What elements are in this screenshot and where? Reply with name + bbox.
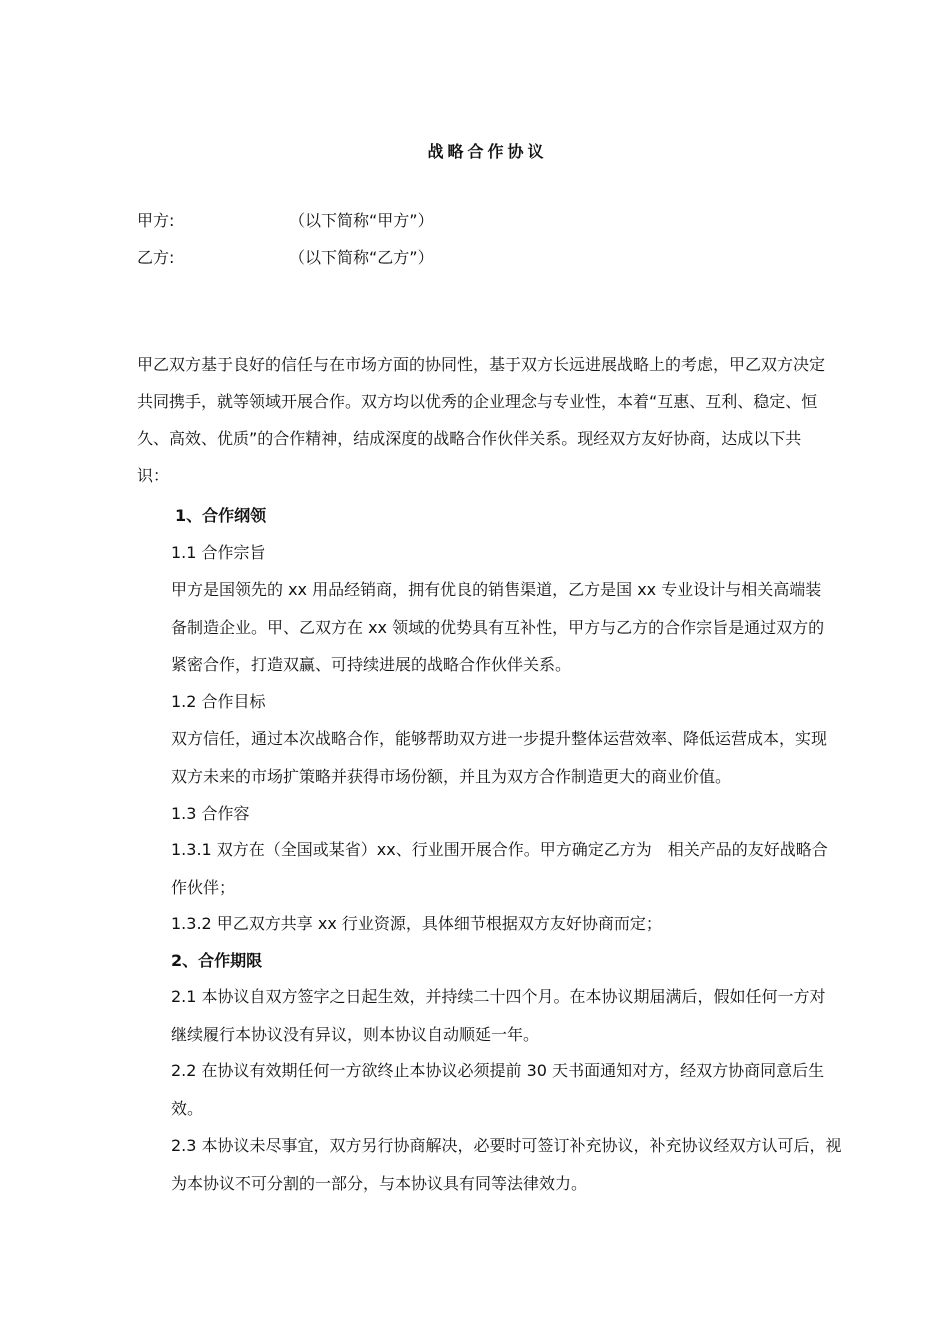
clause-2-3: 2.3 本协议未尽事宜，双方另行协商解决，必要时可签订补充协议，补充协议经双方认可后，视为本协议不可分割的一部分，与本协议具有同等法律效力。 bbox=[171, 1136, 842, 1193]
clause-2-2: 2.2 在协议有效期任何一方欲终止本协议必须提前 30 天书面通知对方，经双方协商同意后生效。 bbox=[171, 1061, 825, 1118]
clause-2-1: 2.1 本协议自双方签字之日起生效，并持续二十四个月。在本协议期届满后，假如任何一方对继续履行本协议没有异议，则本协议自动顺延一年。 bbox=[171, 987, 826, 1044]
subsection-1-2-heading: 1.2 合作目标 bbox=[171, 692, 266, 711]
party-a-label: 甲方: bbox=[137, 211, 175, 230]
subsection-1-3-heading: 1.3 合作容 bbox=[171, 804, 250, 823]
clause-1-3-2: 1.3.2 甲乙双方共享 xx 行业资源，具体细节根据双方友好协商而定； bbox=[171, 914, 662, 933]
clause-1-3-1: 1.3.1 双方在（全国或某省）xx、行业围开展合作。甲方确定乙方为 相关产品的友好战略合作伙伴； bbox=[171, 840, 828, 897]
party-a-line bbox=[137, 209, 434, 233]
subsection-1-1-heading: 1.1 合作宗旨 bbox=[171, 543, 266, 562]
party-b-label: 乙方: bbox=[137, 248, 175, 267]
subsection-1-2-body: 双方信任，通过本次战略合作，能够帮助双方进一步提升整体运营效率、降低运营成本，实现双方未来的市场扩策略并获得市场份额，并且为双方合作制造更大的商业价值。 bbox=[171, 729, 828, 786]
party-a-note: （以下简称“甲方”） bbox=[289, 211, 434, 230]
section-2-heading: 2、合作期限 bbox=[171, 951, 263, 970]
party-b-note: （以下简称“乙方”） bbox=[289, 248, 434, 267]
intro-paragraph: 甲乙双方基于良好的信任与在市场方面的协同性，基于双方长远进展战略上的考虑，甲乙双方决定共同携手，就等领域开展合作。双方均以优秀的企业理念与专业性，本着“互惠、互利、稳定、恒久、高效、优质”的合作精神，结成深度的战略合作伙伴关系。现经双方友好协商，达成以下共识： bbox=[137, 355, 826, 485]
party-b-line bbox=[137, 246, 434, 270]
subsection-1-1-body: 甲方是国领先的 xx 用品经销商，拥有优良的销售渠道，乙方是国 xx 专业设计与相关高端装备制造企业。甲、乙双方在 xx 领域的优势具有互补性，甲方与乙方的合作宗旨是通过双方的紧密合作，打造双赢、可持续进展的战略合作伙伴关系。 bbox=[171, 580, 825, 674]
section-1-heading: 1、合作纲领 bbox=[175, 506, 267, 525]
document-title: 战略合作协议 bbox=[427, 142, 548, 161]
